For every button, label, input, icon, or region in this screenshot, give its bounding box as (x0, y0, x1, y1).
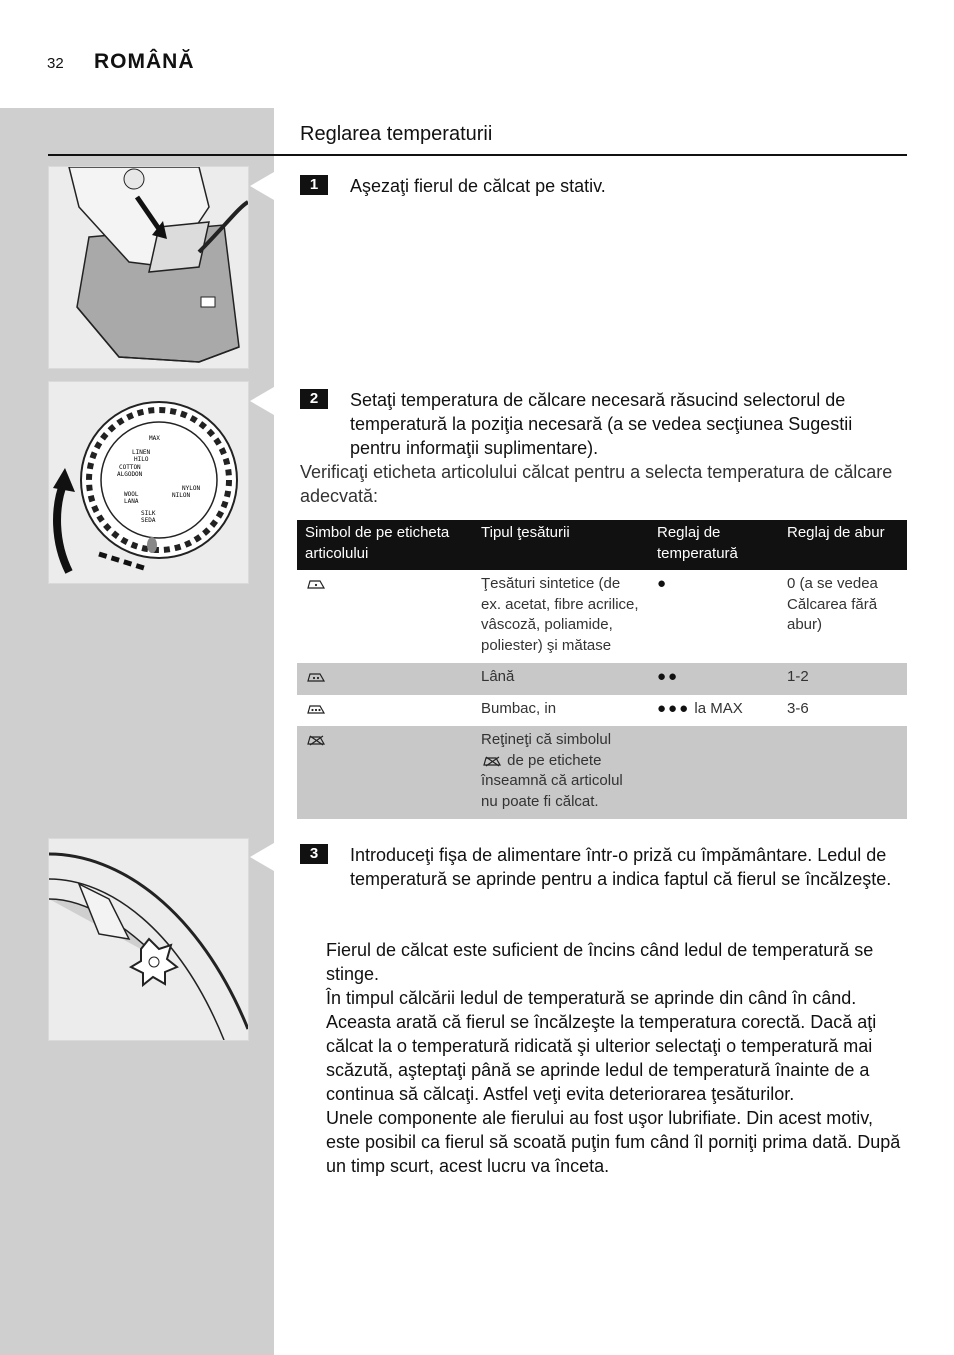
table-cell-steam: 1-2 (779, 663, 907, 695)
table-cell-fabric-before: Reţineţi că simbolul (481, 731, 612, 748)
dial-label-seda: SEDA (141, 517, 156, 524)
table-cell-steam: 3-6 (787, 699, 809, 717)
step-1-text: Aşezaţi fierul de călcat pe stativ. (350, 176, 606, 196)
step-1 (300, 174, 907, 198)
iron-2-dots-icon (305, 670, 327, 684)
dial-label-silk: SILK (141, 510, 156, 517)
dial-label-hilo: HILO (134, 456, 149, 463)
table-cell-fabric: Ţesături sintetice (de ex. acetat, fibre acrilice, vâscoză, poliamide, poliester) şi mătase (481, 575, 639, 654)
step-2-number: 2 (300, 389, 328, 409)
table-row (297, 695, 907, 727)
table-cell-temperature-dots: ● (657, 575, 669, 592)
table-cell-temperature-dots: ●● (657, 668, 680, 685)
table-cell-temperature-dots: ●●● (657, 699, 691, 717)
table-cell-temperature-extra: la MAX (694, 699, 743, 717)
illustration-pointer (250, 172, 274, 200)
step-1-number: 1 (300, 175, 328, 195)
page-number: 32 (47, 55, 64, 72)
iron-crossed-inline-icon (481, 754, 503, 768)
step-3-text: Introduceţi fişa de alimentare într-o priză cu împământare. Ledul de temperatură se aprinde pentru a indica faptul că fierul se încălzeşte. (350, 845, 892, 889)
table-row (297, 726, 907, 819)
iron-3-dots-icon (305, 702, 327, 716)
table-row (297, 570, 907, 663)
step-2-note: Verificaţi eticheta articolului călcat pentru a selecta temperatura de călcare adecvată: (300, 462, 893, 506)
temperature-table (297, 520, 907, 819)
step-3-details (326, 938, 911, 1178)
table-header-fabric: Tipul ţesăturii (473, 520, 649, 570)
table-header-row (297, 520, 907, 570)
illustration-pointer (250, 843, 274, 871)
body-paragraph: Unele componente ale fierului au fost uşor lubrifiate. Din acest motiv, este posibil ca fierul să scoată puţin fum când îl porniţi prima dată. După un timp scurt, acest lucru va înceta. (326, 1108, 901, 1176)
iron-on-stand-illustration (48, 166, 249, 369)
dial-label-wool: WOOL (124, 491, 139, 498)
dial-label-algodon: ALGODON (117, 471, 143, 478)
dial-label-linen: LINEN (132, 449, 151, 456)
table-cell-temperature-dots (649, 726, 779, 819)
table-cell-fabric: Lână (473, 663, 649, 695)
dial-label-max: MAX (149, 435, 160, 442)
dial-label-lana: LANA (124, 498, 139, 505)
step-3 (300, 843, 907, 891)
body-paragraph: Fierul de călcat este suficient de încins când ledul de temperatură se stinge. (326, 940, 874, 984)
language-heading: ROMÂNĂ (94, 50, 195, 73)
table-row (297, 663, 907, 695)
temperature-dial-drawing (49, 382, 248, 583)
step-2 (300, 388, 907, 460)
illustration-pointer (250, 387, 274, 415)
dial-label-nylon: NYLON (182, 485, 201, 492)
section-divider (48, 154, 907, 156)
table-header-temperature: Reglaj de temperatură (649, 520, 779, 570)
table-cell-fabric-after: de pe etichete înseamnă că articolul nu poate fi călcat. (481, 751, 623, 810)
temperature-light-drawing (49, 839, 248, 1040)
body-paragraph: În timpul călcării ledul de temperatură se aprinde din când în când. Aceasta arată că fierul se încălzeşte la temperatura corectă. Dacă aţi călcat la o temperatură ridicată şi ulterior selectaţi o temperatură mai scăzută, aşteptaţi până se aprinde ledul de temperatură înainte de a continua să călcaţi. Astfel veţi evita deteriorarea ţesăturilor. (326, 988, 877, 1104)
table-header-steam: Reglaj de abur (779, 520, 907, 570)
table-cell-steam (779, 726, 907, 819)
section-title: Reglarea temperaturii (300, 123, 493, 145)
iron-crossed-icon (305, 733, 327, 747)
dial-label-cotton: COTTON (119, 464, 141, 471)
temperature-light-illustration (48, 838, 249, 1041)
table-cell-fabric: Bumbac, in (481, 699, 557, 717)
step-3-number: 3 (300, 844, 328, 864)
iron-on-stand-drawing (49, 167, 248, 368)
iron-1-dot-icon (305, 577, 327, 591)
temperature-dial-illustration (48, 381, 249, 584)
table-header-symbol: Simbol de pe eticheta articolului (297, 520, 473, 570)
step-2-text: Setaţi temperatura de călcare necesară răsucind selectorul de temperatură la poziţia necesară (a se vedea secţiunea Sugestii pentru informaţii suplimentare). (350, 390, 853, 458)
dial-label-nilon: NILON (172, 492, 191, 499)
table-cell-steam: 0 (a se vedea Călcarea fără abur) (787, 575, 878, 633)
